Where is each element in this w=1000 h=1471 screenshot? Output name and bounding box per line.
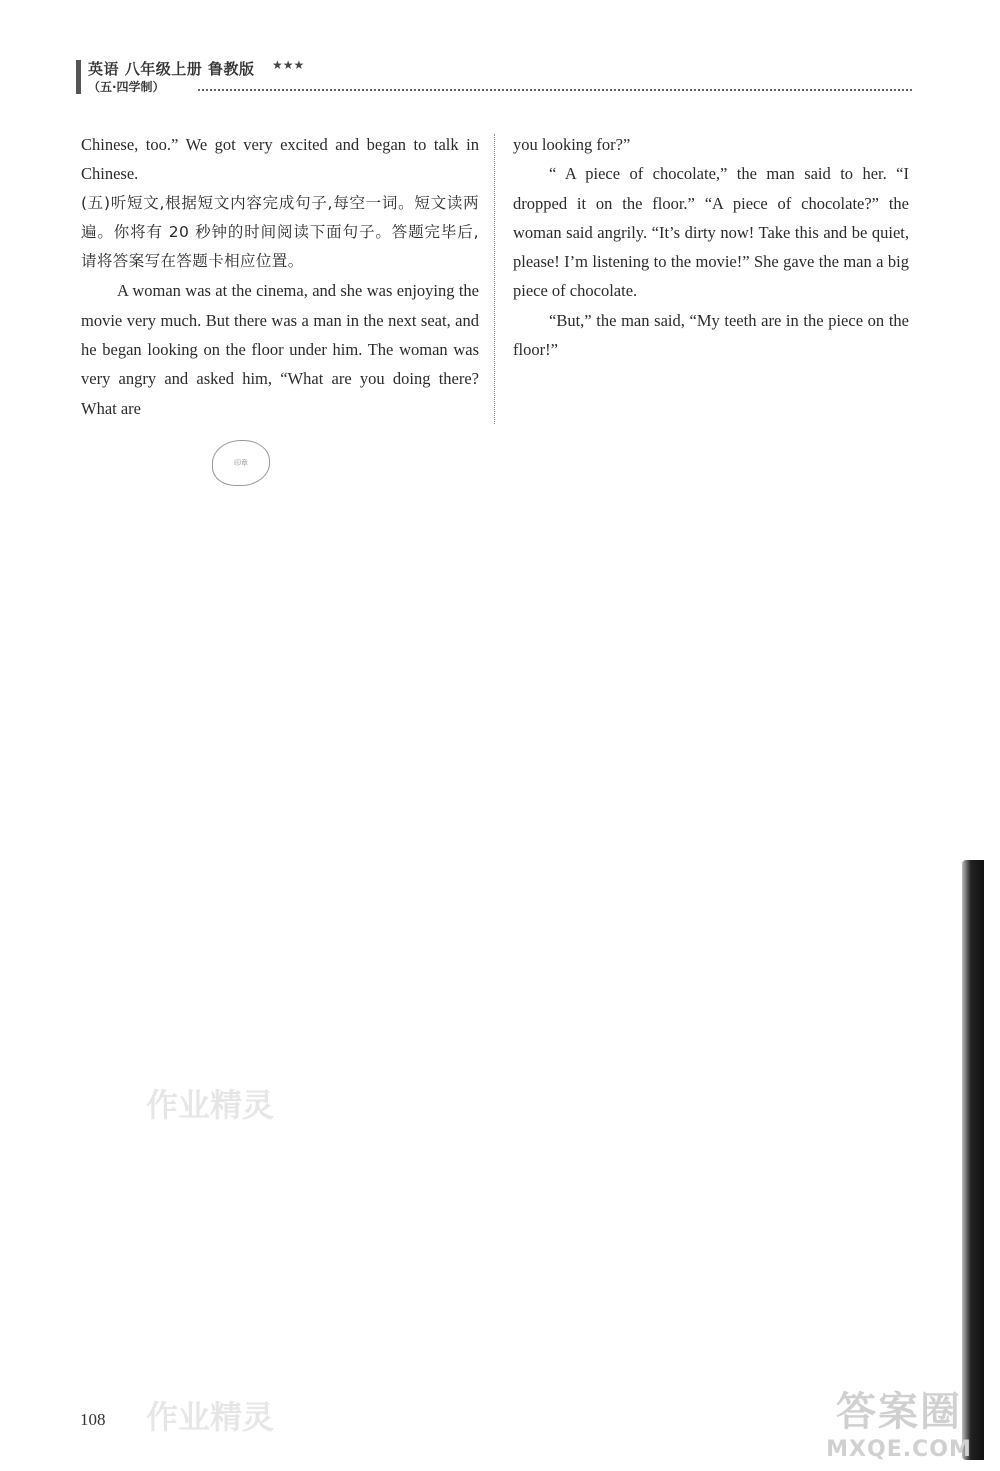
paragraph: you looking for?”	[513, 135, 631, 154]
paragraph: “But,” the man said, “My teeth are in the piece on the floor!”	[513, 310, 909, 360]
left-column	[81, 130, 479, 423]
star-icons: ★★★	[272, 58, 305, 72]
site-watermark	[804, 1380, 994, 1460]
header-bar	[76, 60, 81, 94]
watermark: 作业精灵	[146, 1086, 275, 1124]
book-title: 英语 八年级上册 鲁教版	[88, 60, 255, 78]
paragraph: Chinese, too.” We got very excited and began to talk in Chinese.	[81, 135, 479, 184]
section-instruction: (五)听短文,根据短文内容完成句子,每空一词。短文读两遍。你将有 20 秒钟的时间阅读下面句子。答题完毕后,请将答案写在答题卡相应位置。	[81, 193, 479, 271]
paragraph: “ A piece of chocolate,” the man said to her. “I dropped it on the floor.” “A piece of chocolate?” the woman said angrily. “It’s dirty now! Take this and be quiet, please! I’m listening to the movie!” She gave the man a big piece of chocolate.	[513, 164, 909, 301]
paragraph: A woman was at the cinema, and she was enjoying the movie very much. But there was a man in the next seat, and he began looking on the floor under him. The woman was very angry and asked him, “What are you doing there? What are	[81, 281, 479, 418]
header-dotted-rule	[198, 89, 912, 91]
right-column	[513, 130, 909, 364]
site-watermark-url: MXQE.COM	[826, 1437, 972, 1462]
scan-edge-shadow	[962, 860, 984, 1460]
book-subtitle: （五·四学制）	[88, 80, 165, 94]
site-watermark-logo: 答案圈	[836, 1389, 962, 1435]
page-header	[76, 58, 912, 98]
watermark: 作业精灵	[146, 1398, 275, 1436]
column-divider	[494, 134, 495, 424]
page-number: 108	[80, 1410, 106, 1429]
stamp-mark: 印章	[212, 440, 270, 486]
